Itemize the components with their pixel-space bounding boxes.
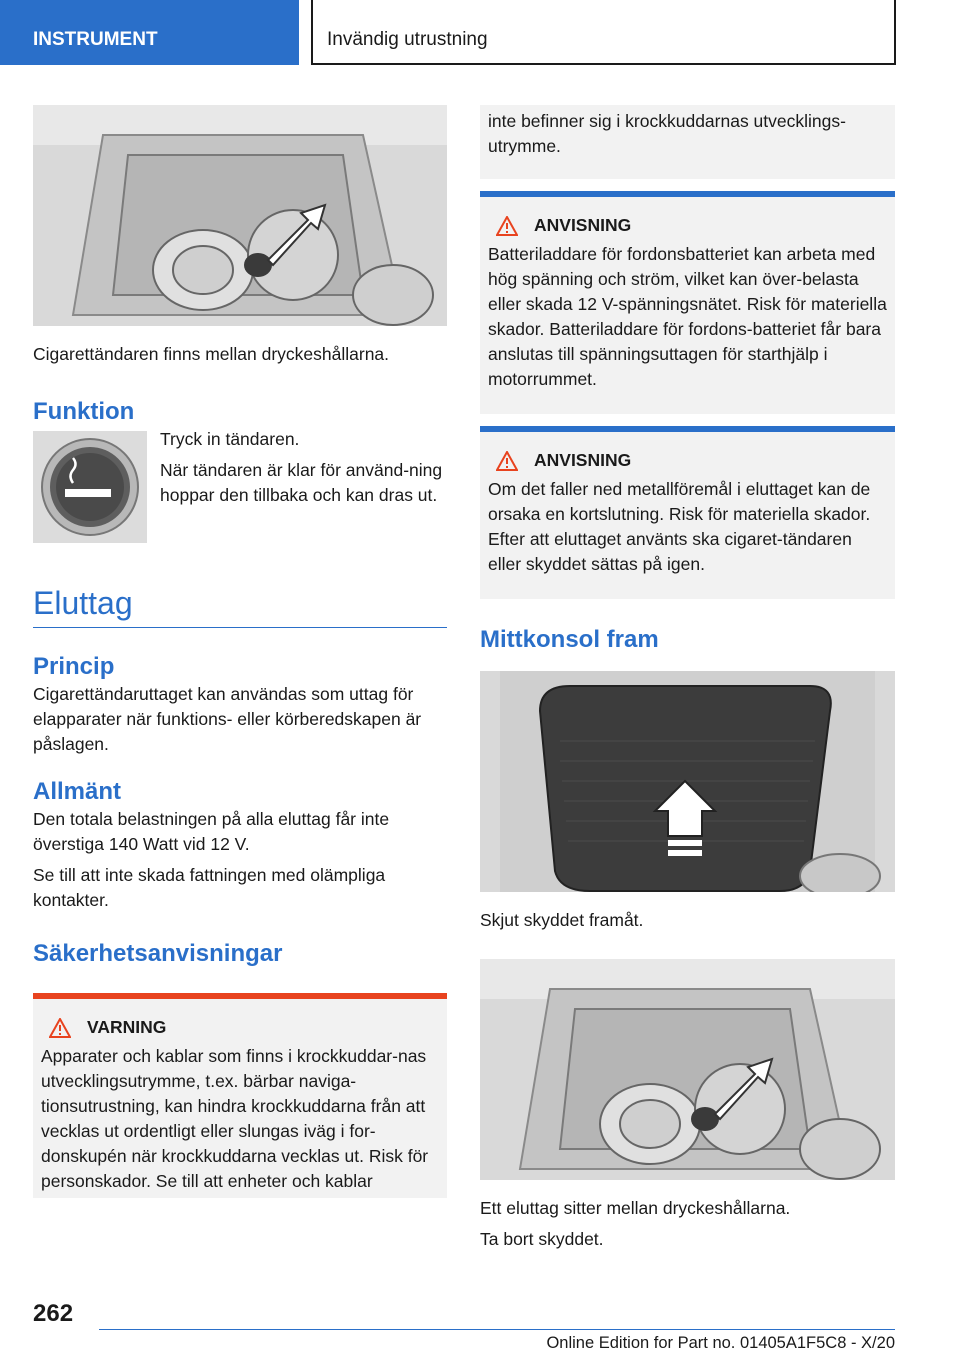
warning-text: Apparater och kablar som finns i krockkuddar-nas utvecklingsutrymme, t.ex. bärbar naviga-tionsutrustning, kan hindra krockkuddarna från att vecklas ut ordentligt eller slungas iväg i for-donskupén när krockkuddarna vecklas ut. Risk för personskador. Se till att enheter och kablar xyxy=(41,1046,429,1191)
page-number: 262 xyxy=(33,1300,74,1327)
safety-heading: Säkerhetsanvisningar xyxy=(33,940,283,967)
funktion-heading: Funktion xyxy=(33,398,135,425)
warning-continued-text: inte befinner sig i krockkuddarnas utvecklings-utrymme. xyxy=(488,111,846,156)
cupholder-socket-photo xyxy=(480,959,895,1180)
warning-title-text: VARNING xyxy=(87,1017,167,1037)
note-text-2: Om det faller ned metallföremål i eluttaget kan de orsaka en kortslutning. Risk för materiella skador. Efter att eluttaget använts ska cigaret-tändaren eller skyddet sättas på igen. xyxy=(488,479,871,574)
note-title xyxy=(496,215,887,236)
note-box-1 xyxy=(480,191,895,414)
warning-triangle-icon xyxy=(49,1018,71,1038)
allmant-heading: Allmänt xyxy=(33,778,122,805)
allmant-text-2: Se till att inte skada fattningen med olämpliga kontakter. xyxy=(33,865,386,910)
warning-box xyxy=(33,993,447,1198)
console-cover-photo xyxy=(480,671,895,892)
section-tab xyxy=(0,0,299,65)
cupholder-lighter-photo xyxy=(33,105,447,326)
socket-caption: Ett eluttag sitter mellan dryckeshållarna. xyxy=(480,1198,791,1218)
cover-caption: Skjut skyddet framåt. xyxy=(480,910,644,930)
warning-triangle-icon xyxy=(496,216,518,236)
right-column xyxy=(480,105,895,1252)
allmant-text-1: Den totala belastningen på alla eluttag får inte överstiga 140 Watt vid 12 V. xyxy=(33,809,390,854)
note-title-text: ANVISNING xyxy=(534,450,632,470)
note-box-2 xyxy=(480,426,895,599)
princip-heading: Princip xyxy=(33,653,115,680)
page-title: Invändig utrustning xyxy=(327,29,488,50)
note-bar xyxy=(480,426,895,432)
note-text-1: Batteriladdare för fordonsbatteriet kan arbeta med hög spänning och ström, vilket kan över-belasta eller skada 12 V-spänningsnätet. Risk för materiella skador. Batteriladdare för fordons-batteriet får bara anslutas till spänningsuttagen för starthjälp i motorrummet. xyxy=(488,244,887,389)
funktion-step2: När tändaren är klar för använd-ning hoppar den tillbaka och kan dras ut. xyxy=(160,460,443,505)
princip-text: Cigarettändaruttaget kan användas som uttag för elapparater när funktions- eller körberedskapen är påslagen. xyxy=(33,684,422,754)
heading-rule xyxy=(33,627,447,628)
footer-rule xyxy=(99,1329,895,1330)
eluttag-heading: Eluttag xyxy=(33,585,133,621)
left-column xyxy=(33,105,447,1198)
funktion-block xyxy=(33,431,447,543)
page-header xyxy=(311,0,896,65)
section-label: INSTRUMENT xyxy=(33,29,158,50)
cigarette-icon xyxy=(33,431,147,543)
note-title-text: ANVISNING xyxy=(534,215,632,235)
mittkonsol-heading: Mittkonsol fram xyxy=(480,626,659,653)
warning-box-continued xyxy=(480,105,895,179)
note-bar xyxy=(480,191,895,197)
lighter-caption: Cigarettändaren finns mellan dryckeshållarna. xyxy=(33,344,390,364)
warning-triangle-icon xyxy=(496,451,518,471)
warning-bar xyxy=(33,993,447,999)
edition-footer: Online Edition for Part no. 01405A1F5C8 - X/20 xyxy=(546,1334,895,1352)
funktion-step1: Tryck in tändaren. xyxy=(160,429,300,449)
remove-cover-text: Ta bort skyddet. xyxy=(480,1229,604,1249)
note-title xyxy=(496,450,887,471)
warning-title xyxy=(49,1017,439,1038)
